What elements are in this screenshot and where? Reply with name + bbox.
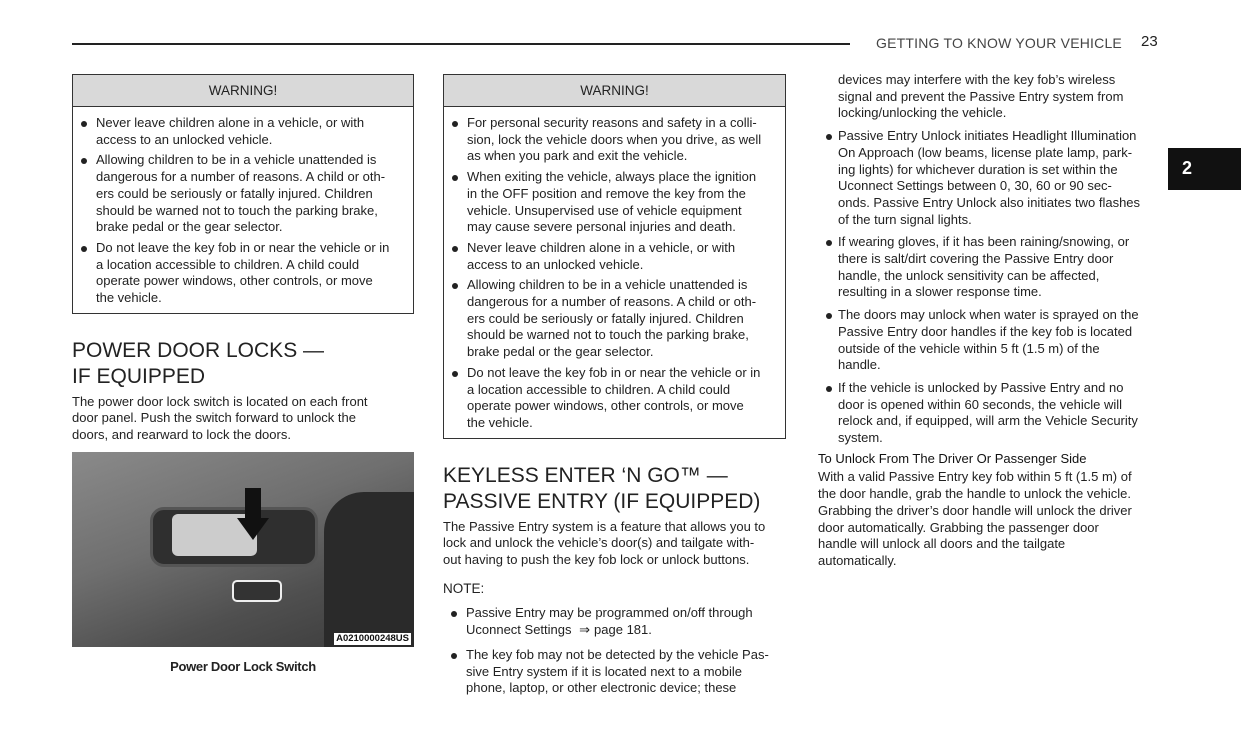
running-head: GETTING TO KNOW YOUR VEHICLE (876, 35, 1122, 51)
note-item: The key fob may not be detected by the vehicle Pas- sive Entry system if it is located next to a mobile phone, laptop, or other electronic device; these (443, 647, 786, 697)
paragraph: With a valid Passive Entry key fob within 5 ft (1.5 m) of the door handle, grab the handle to unlock the vehicle. Grabbing the driver’s door handle will unlock the driver door automatically. Grabbing the passenger door handle will unlock all doors and the tailgate automatically. (818, 469, 1132, 568)
page-ref-arrow-icon: ⇒ (579, 622, 591, 638)
page-reference-link[interactable]: page 181. (594, 622, 652, 638)
note-item (443, 605, 786, 638)
note-label: NOTE: (443, 580, 485, 596)
warning-box (72, 74, 414, 314)
door-lock-switch-image (72, 452, 414, 647)
warning-item: Allowing children to be in a vehicle unattended is dangerous for a number of reasons. A child or oth- ers could be seriously or fatally injured. Children should be warned not to touch the parking brake, brake pedal or the gear selector. (73, 152, 407, 236)
warning-item: Never leave children alone in a vehicle, or with access to an unlocked vehicle. (73, 115, 407, 148)
figure-code: A0210000248US (336, 632, 409, 644)
subheading: To Unlock From The Driver Or Passenger Side (818, 450, 1087, 466)
figure-caption: Power Door Lock Switch (170, 658, 316, 674)
continued-text: devices may interfere with the key fob’s wireless signal and prevent the Passive Entry system from locking/unlocking the vehicle. (838, 72, 1124, 121)
bullet-item: If wearing gloves, if it has been raining/snowing, or there is salt/dirt covering the Passive Entry door handle, the unlock sensitivity can be affected, resulting in a slower response time. (818, 234, 1161, 301)
warning-box (443, 74, 786, 439)
bullet-item: Passive Entry Unlock initiates Headlight Illumination On Approach (low beams, license plate lamp, park- ing lights) for whichever duration is set within the Uconnect Settings between 0, 30, 60 or 90 sec- onds. Passive Entry Unlock also initiates two flashes of the turn signal lights. (818, 128, 1161, 228)
header-rule (72, 43, 850, 45)
warning-title: WARNING! (73, 75, 413, 107)
chapter-tab: 2 (1168, 148, 1241, 190)
warning-item: For personal security reasons and safety in a colli- sion, lock the vehicle doors when you drive, as well as when you park and exit the vehicle. (444, 115, 779, 165)
paragraph: The power door lock switch is located on each front door panel. Push the switch forward to unlock the doors, and rearward to lock the doors. (72, 393, 368, 443)
lock-switch-shape (232, 580, 282, 602)
warning-item: Allowing children to be in a vehicle unattended is dangerous for a number of reasons. A child or oth- ers could be seriously or fatally injured. Children should be warned not to touch the parking brake, brake pedal or the gear selector. (444, 277, 779, 361)
arrowhead-icon (237, 518, 269, 540)
section-heading: POWER DOOR LOCKS — IF EQUIPPED (72, 338, 325, 388)
bullet-item: If the vehicle is unlocked by Passive Entry and no door is opened within 60 seconds, the vehicle will relock and, if equipped, will arm the Vehicle Security system. (818, 380, 1161, 447)
bullet-item: The doors may unlock when water is sprayed on the Passive Entry door handles if the key fob is located outside of the vehicle within 5 ft (1.5 m) of the handle. (818, 307, 1161, 374)
arrow-icon (245, 488, 261, 520)
warning-title: WARNING! (444, 75, 785, 107)
page-number: 23 (1141, 33, 1158, 50)
warning-item: When exiting the vehicle, always place the ignition in the OFF position and remove the key from the vehicle. Unsupervised use of vehicle equipment may cause severe personal injuries and death. (444, 169, 779, 236)
dash-shape (324, 492, 414, 647)
column-1 (72, 74, 414, 676)
note-text: Passive Entry may be programmed on/off through Uconnect Settings (466, 605, 753, 638)
warning-item: Do not leave the key fob in or near the vehicle or in a location accessible to children. A child could operate power windows, other controls, or move the vehicle. (444, 365, 779, 432)
section-heading: KEYLESS ENTER ‘N GO™ — PASSIVE ENTRY (IF EQUIPPED) (443, 463, 761, 513)
column-3 (818, 72, 1161, 570)
warning-item: Never leave children alone in a vehicle, or with access to an unlocked vehicle. (444, 240, 779, 273)
column-2 (443, 74, 786, 697)
paragraph: The Passive Entry system is a feature that allows you to lock and unlock the vehicle’s door(s) and tailgate with- out having to push the key fob lock or unlock buttons. (443, 518, 766, 568)
warning-item: Do not leave the key fob in or near the vehicle or in a location accessible to children. A child could operate power windows, other controls, or move the vehicle. (73, 240, 407, 307)
